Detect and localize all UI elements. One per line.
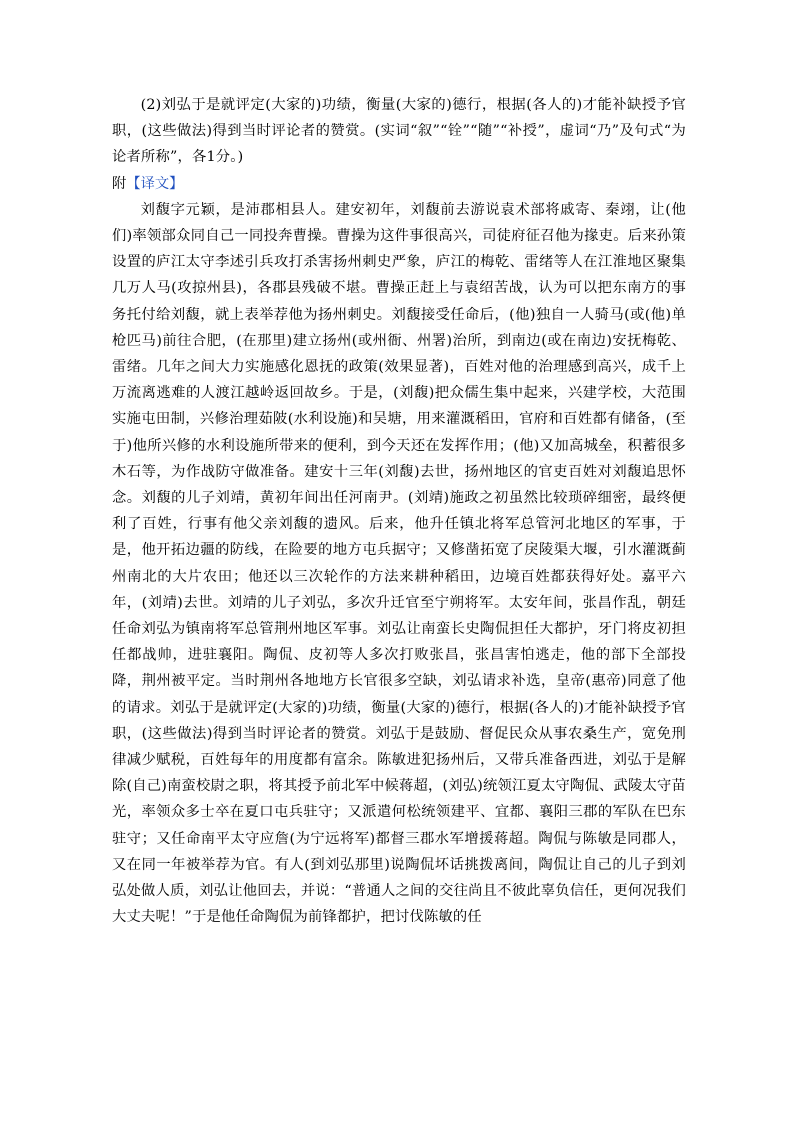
translation-paragraph: 刘馥字元颖，是沛郡相县人。建安初年，刘馥前去游说袁术部将戚寄、秦翊，让(他们)率领部众同自己一同投奔曹操。曹操为这件事很高兴，司徒府征召他为掾吏。后来孙策设置的庐江太守李述引兵攻打杀害扬州刺史严象，庐江的梅乾、雷绪等人在江淮地区聚集几万人马(攻掠州县)，各郡县残破不堪。曹操正赶上与袁绍苦战，认为可以把东南方的事务托付给刘馥，就上表举荐他为扬州刺史。刘馥接受任命后，(他)独自一人骑马(或(他)单枪匹马)前往合肥，(在那里)建立扬州(或州衙、州署)治所，到南边(或在南边)安抚梅乾、雷绪。几年之间大力实施感化恩抚的政策(效果显著)，百姓对他的治理感到高兴，成千上万流离逃难的人渡江越岭返回故乡。于是，(刘馥)把众儒生集中起来，兴建学校，大范围实施屯田制，兴修治理茹陂(水利设施)和吴塘，用来灌溉稻田，官府和百姓都有储备，(至于)他所兴修的水利设施所带来的便利，到今天还在发挥作用；(他)又加高城垒，积蓄很多木石等，为作战防守做准备。建安十三年(刘馥)去世，扬州地区的官吏百姓对刘馥追思怀念。刘馥的儿子刘靖，黄初年间出任河南尹。(刘靖)施政之初虽然比较琐碎细密，最终便利了百姓，行事有他父亲刘馥的遗风。后来，他升任镇北将军总管河北地区的军事，于是，他开拓边疆的防线，在险要的地方屯兵据守；又修凿拓宽了戾陵渠大堰，引水灌溉蓟州南北的大片农田；他还以三次轮作的方法来耕种稻田，边境百姓都获得好处。嘉平六年，(刘靖)去世。刘靖的儿子刘弘，多次升迁官至宁朔将军。太安年间，张昌作乱，朝廷任命刘弘为镇南将军总管荆州地区军事。刘弘让南蛮长史陶侃担任大都护，牙门将皮初担任都战帅，进驻襄阳。陶侃、皮初等人多次打败张昌，张昌害怕逃走，他的部下全部投降，荆州被平定。当时荆州各地地方长官很多空缺，刘弘请求补选，皇帝(惠帝)同意了他的请求。刘弘于是就评定(大家的)功绩，衡量(大家的)德行，根据(各人的)才能补缺授予官职，(这些做法)得到当时评论者的赞赏。刘弘于是鼓励、督促民众从事农桑生产，宽免刑律减少赋税，百姓每年的用度都有富余。陈敏进犯扬州后，又带兵准备西进，刘弘于是解除(自己)南蛮校尉之职，将其授予前北军中候蒋超，(刘弘)统领江夏太守陶侃、武陵太守苗光，率领众多士卒在夏口屯兵驻守；又派遣何松统领建平、宜都、襄阳三郡的军队在巴东驻守；又任命南平太守应詹(为宁远将军)都督三郡水军增援蒋超。陶侃与陈敏是同郡人，又在同一年被举荐为官。有人(到刘弘那里)说陶侃坏话挑拨离间，陶侃让自己的儿子到刘弘处做人质，刘弘让他回去，并说：“普通人之间的交往尚且不彼此辜负信任，更何况我们大丈夫呢！”于是他任命陶侃为前锋都护，把讨伐陈敏的任 [112,201,686,926]
answer-paragraph: (2)刘弘于是就评定(大家的)功绩，衡量(大家的)德行，根据(各人的)才能补缺授予官职，(这些做法)得到当时评论者的赞赏。(实词“叙”“铨”“随”“补授”，虚词“乃”及句式“为论者所称”，各1分。) [112,97,686,166]
translation-label: 【译文】 [126,175,184,192]
document-page [112,92,686,931]
translation-prefix: 附 [112,175,127,192]
translation-heading [112,171,686,197]
